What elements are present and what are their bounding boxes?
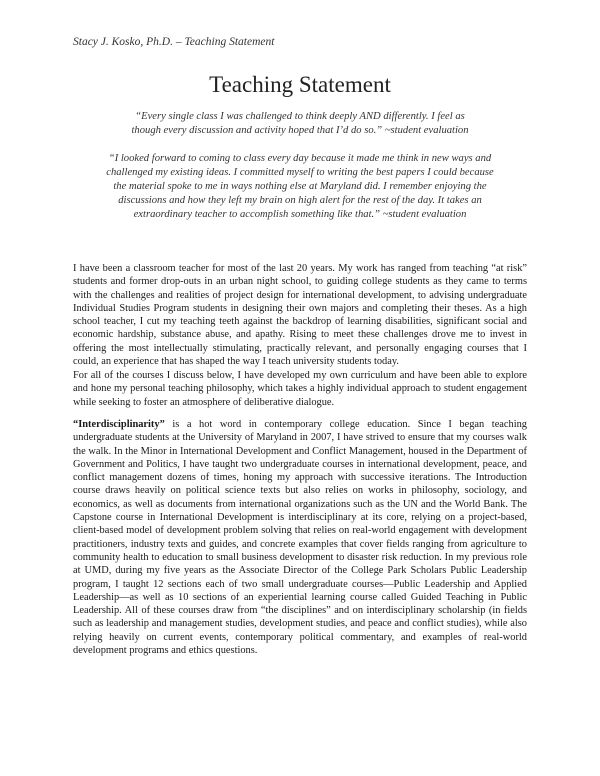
paragraph-lead-term: “Interdisciplinarity” xyxy=(73,419,165,430)
running-header: Stacy J. Kosko, Ph.D. – Teaching Statement xyxy=(73,36,275,48)
paragraph-interdisciplinarity xyxy=(73,418,527,657)
epigraph-quote-1: “Every single class I was challenged to think deeply AND differently. I feel as though every discussion and activity hoped that I’d do so.” ~student evaluation xyxy=(131,111,469,136)
paragraph-intro: I have been a classroom teacher for most of the last 20 years. My work has ranged from teaching “at risk” students and former drop-outs in an urban night school, to guiding college students as they came to terms with the challenges and realities of project design for international development, to advising undergraduate Individual Studies Program students in designing their own majors and completing their theses. As a high school teacher, I cut my teaching teeth against the backdrop of learning disabilities, significant social and economic hardship, substance abuse, and apathy. Rising to meet these challenges drove me to invest in offering the most intellectually stimulating, practically relevant, and personally engaging courses that I could, an experience that has shaped the way I teach university students today. xyxy=(73,263,527,368)
epigraph-quote-2: “I looked forward to coming to class every day because it made me think in new ways and challenged my existing ideas. I committed myself to writing the best papers I could because the material spoke to me in ways nothing else at Maryland did. I remember enjoying the discussions and how they left my brain on high alert for the rest of the day. It takes an extraordinary teacher to accomplish something like that.” ~student evaluation xyxy=(106,153,494,220)
page-title: Teaching Statement xyxy=(209,72,391,97)
paragraph-body: is a hot word in contemporary college education. Since I began teaching undergraduate students at the University of Maryland in 2007, I have strived to ensure that my courses walk the walk. In the Minor in International Development and Conflict Management, housed in the Department of Government and Politics, I have taught two undergraduate courses in international development, peace, and conflict management dozens of times, honing my approach with successive iterations. The Introduction course draws heavily on political science texts but also relies on works in philosophy, sociology, and economics, as well as documents from international organizations such as the UN and the World Bank. The Capstone course in International Development is interdisciplinary at its core, relying on a project-based, client-based model of development problem solving that relies on real-world engagement with development practitioners, industry texts and guides, and concrete examples that cover fields ranging from agriculture to community health to education to small business development to disaster risk reduction. In my previous role at UMD, during my five years as the Associate Director of the College Park Scholars Public Leadership program, I taught 12 sections each of two small undergraduate courses—Public Leadership and Applied Leadership—as well as 10 sections of an experiential learning course called Guided Teaching in Public Leadership. All of these courses draw from “the disciplines” and on interdisciplinary scholarship (in fields such as leadership and management studies, development studies, and peace and conflict studies), while also relying heavily on current events, contemporary political commentary, and examples of real-world development programs and ethics questions. xyxy=(73,419,527,657)
paragraph-philosophy: For all of the courses I discuss below, I have developed my own curriculum and have been able to explore and hone my personal teaching philosophy, which takes a highly individual approach to student engagement while seeking to foster an atmosphere of deliberative dialogue. xyxy=(73,370,527,408)
